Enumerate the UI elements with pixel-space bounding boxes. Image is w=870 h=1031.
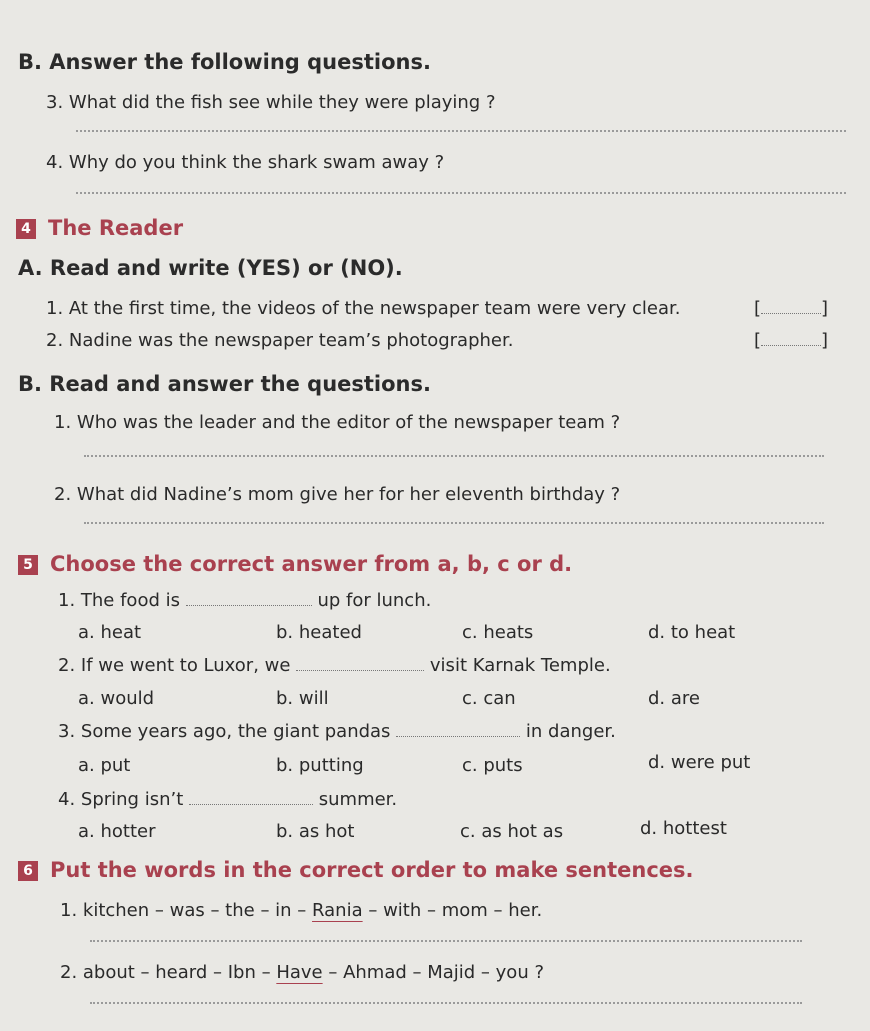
mcq-3-option-a[interactable]: a. put [78,755,131,776]
mcq-2-stem: 2. If we went to Luxor, we visit Karnak Temple. [58,655,611,676]
mcq-1-stem: 1. The food is up for lunch. [58,590,432,611]
reader-answer-line-1[interactable] [84,455,824,457]
mcq-4-option-d[interactable]: d. hottest [640,818,727,839]
mcq-4-option-a[interactable]: a. hotter [78,821,156,842]
mcq-1-option-c[interactable]: c. heats [462,622,534,643]
section-6-title [18,858,694,882]
order-sentence-1: 1. kitchen – was – the – in – Rania – with – mom – her. [60,900,543,921]
reader-question-2: 2. What did Nadine’s mom give her for her eleventh birthday ? [54,484,621,505]
order-sentence-1-name: Rania [312,900,363,921]
mcq-2-option-c[interactable]: c. can [462,688,516,709]
mcq-4-option-b[interactable]: b. as hot [276,821,355,842]
section-6-number: 6 [18,861,38,881]
mcq-3-option-d[interactable]: d. were put [648,752,751,773]
order-sentence-2: 2. about – heard – Ibn – Have – Ahmad – Majid – you ? [60,962,545,983]
mcq-4-option-c[interactable]: c. as hot as [460,821,564,842]
mcq-2-option-b[interactable]: b. will [276,688,329,709]
mcq-2-option-a[interactable]: a. would [78,688,155,709]
mcq-3-option-c[interactable]: c. puts [462,755,523,776]
mcq-1-option-d[interactable]: d. to heat [648,622,736,643]
section-5-title [18,552,572,576]
yes-no-answer-1[interactable]: [ ] [754,298,829,319]
mcq-1-option-b[interactable]: b. heated [276,622,362,643]
mcq-3-option-b[interactable]: b. putting [276,755,364,776]
section-4-number: 4 [16,219,36,239]
reader-answer-line-2[interactable] [84,522,824,524]
part-b-heading: B. Answer the following questions. [18,50,431,74]
mcq-3-stem: 3. Some years ago, the giant pandas in danger. [58,721,616,742]
order-answer-line-2[interactable] [90,1002,802,1004]
mcq-2-option-d[interactable]: d. are [648,688,700,709]
order-sentence-2-word: Have [276,962,323,983]
mcq-2-blank[interactable] [296,656,424,671]
answer-line-3[interactable] [76,130,846,132]
yes-no-item-1: 1. At the first time, the videos of the newspaper team were very clear. [46,298,681,319]
mcq-1-option-a[interactable]: a. heat [78,622,142,643]
part-a-heading: A. Read and write (YES) or (NO). [18,256,403,280]
section-4-title [16,216,183,240]
yes-no-item-2: 2. Nadine was the newspaper team’s photographer. [46,330,514,351]
mcq-1-blank[interactable] [186,591,312,606]
mcq-4-stem: 4. Spring isn’t summer. [58,789,398,810]
reader-question-1: 1. Who was the leader and the editor of the newspaper team ? [54,412,621,433]
question-3: 3. What did the fish see while they were playing ? [46,92,496,113]
mcq-4-blank[interactable] [189,790,313,805]
section-4-title-text: The Reader [48,216,184,240]
section-6-title-text: Put the words in the correct order to make sentences. [50,858,694,882]
part-b-reader-heading: B. Read and answer the questions. [18,372,431,396]
order-answer-line-1[interactable] [90,940,802,942]
section-5-number: 5 [18,555,38,575]
question-4: 4. Why do you think the shark swam away ? [46,152,445,173]
mcq-3-blank[interactable] [396,722,520,737]
answer-line-4[interactable] [76,192,846,194]
yes-no-answer-2[interactable]: [ ] [754,330,829,351]
section-5-title-text: Choose the correct answer from a, b, c or d. [50,552,573,576]
